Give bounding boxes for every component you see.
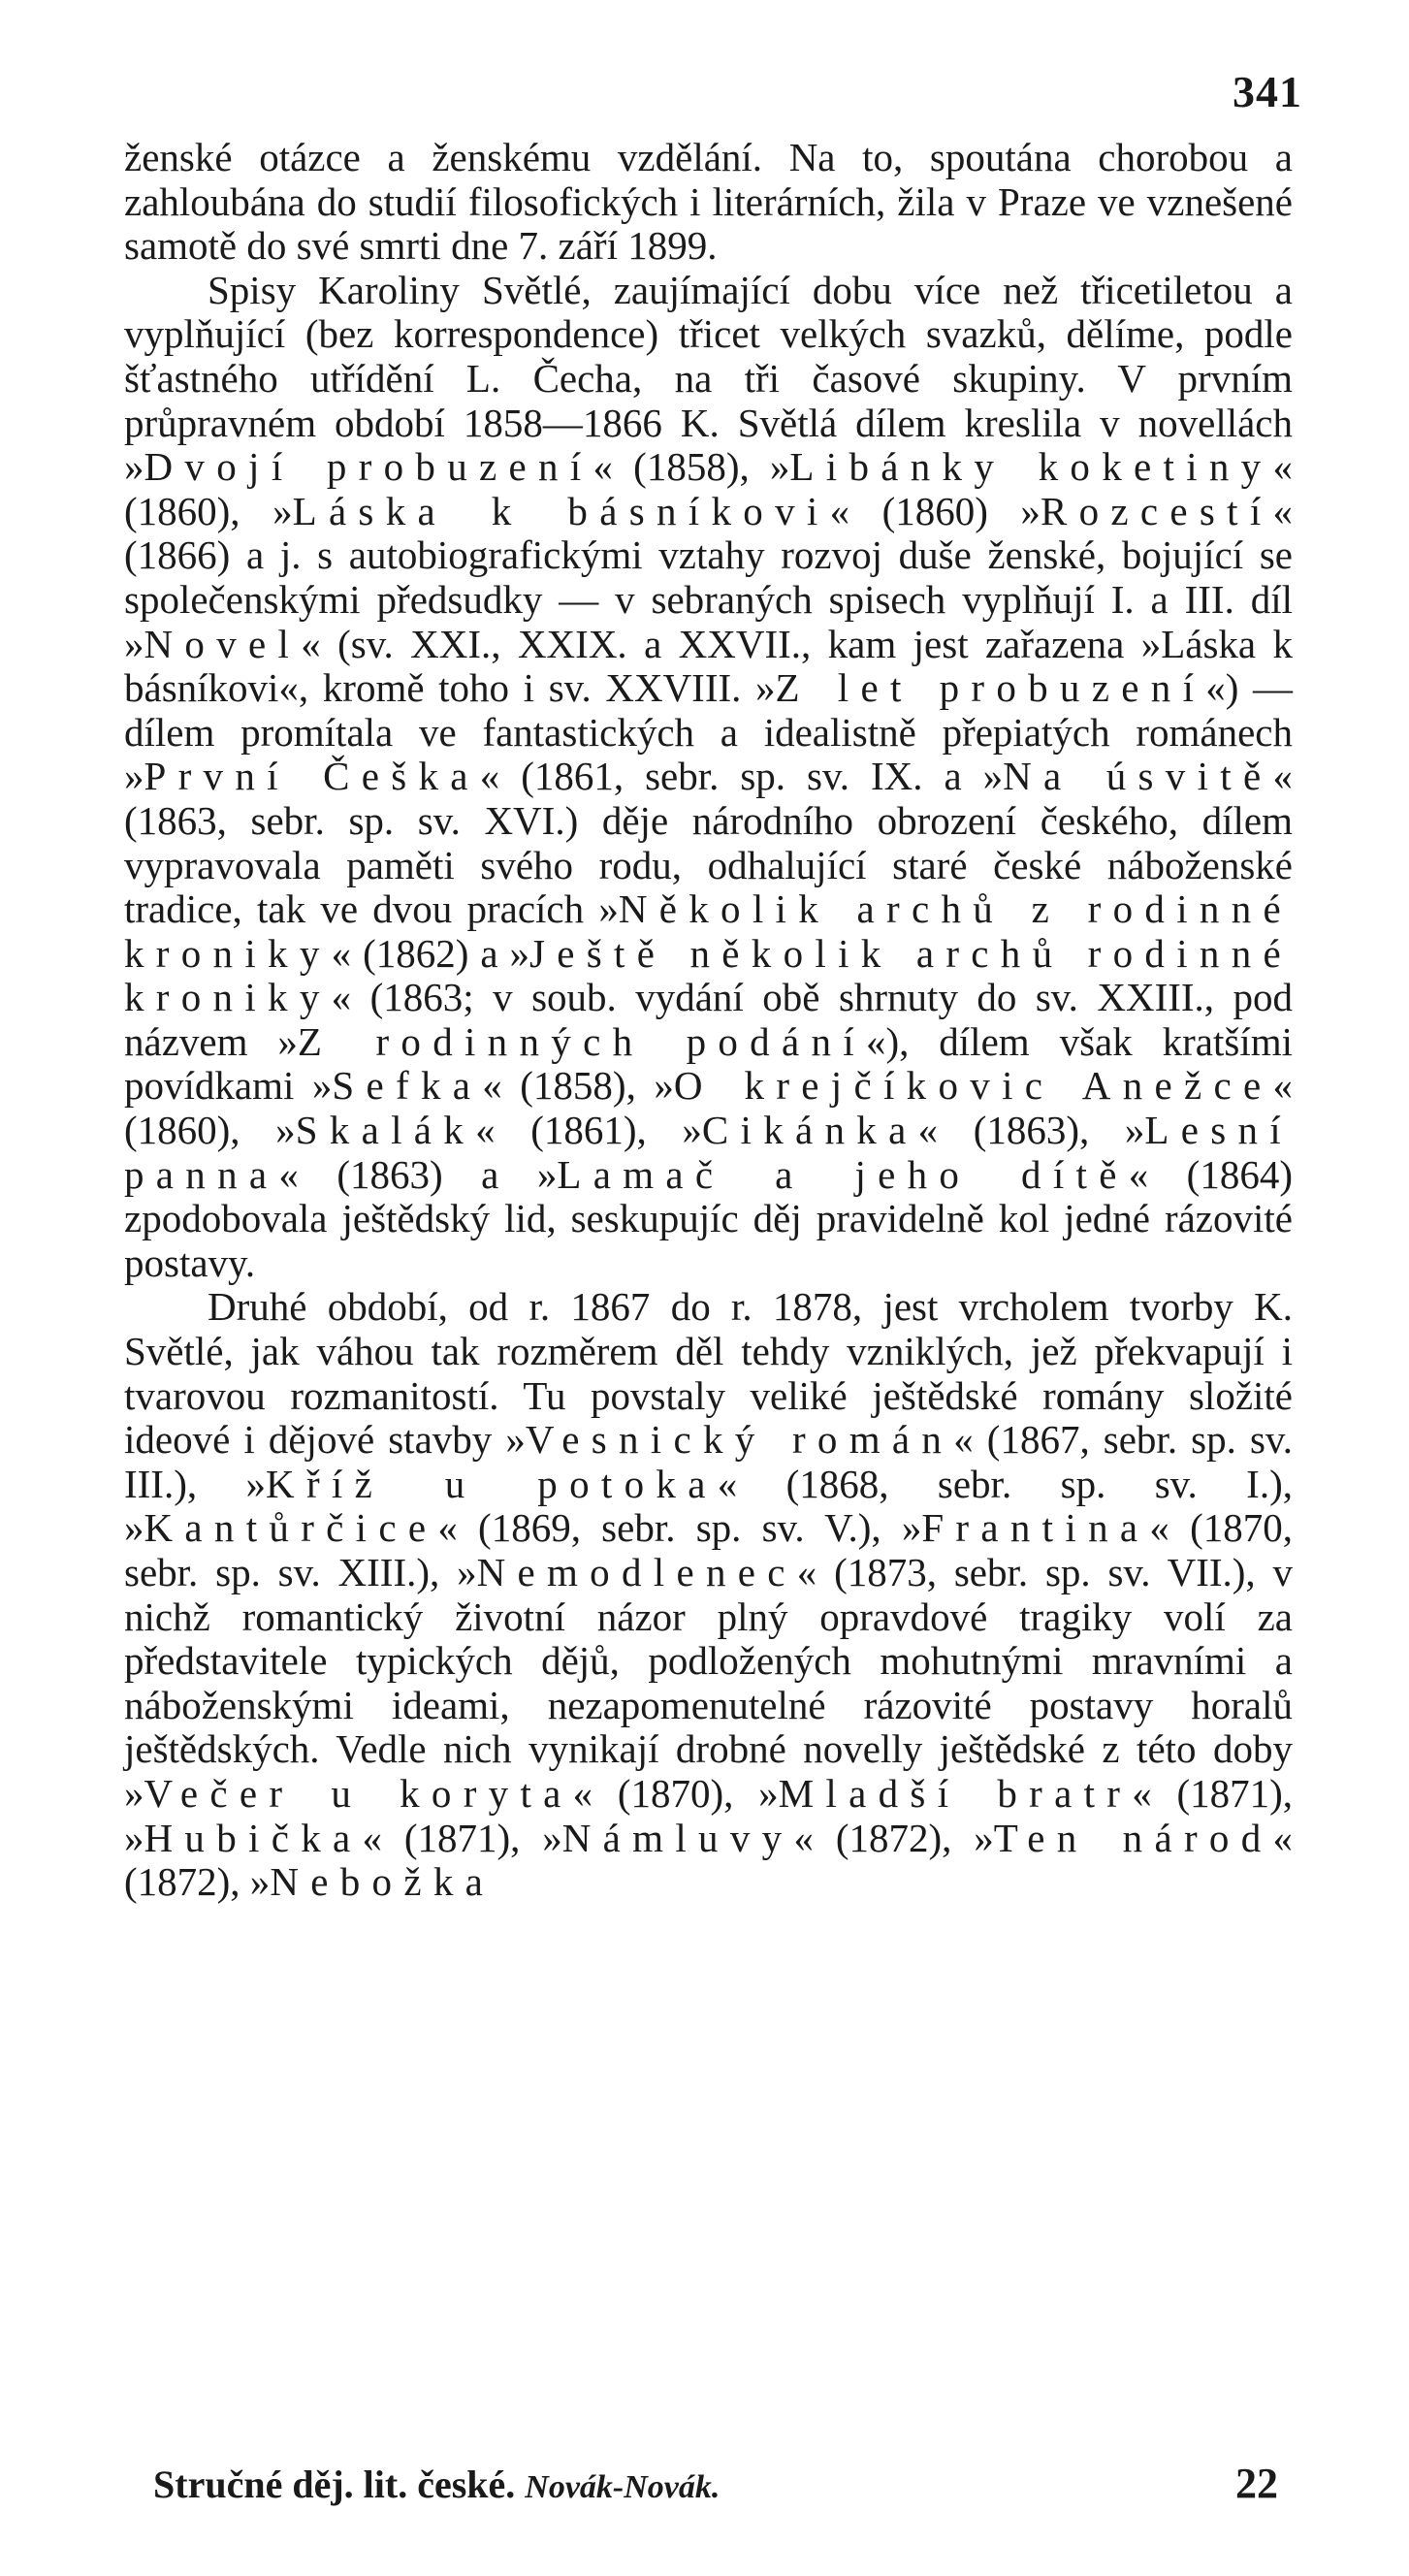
text-run: « (1862) a » [331,930,530,976]
text-run: «), dílem však kratšími povídkami » [124,1018,1293,1109]
text-run: ženské otázce a ženskému vzdělání. Na to, spoutána chorobou a zahloubána do studií filosofických i literárních, žila v Praze ve vznešené samotě do své smrti dne 7. září 1899. [124,135,1293,269]
text-run: « (1869, sebr. sp. sv. V.), » [437,1505,922,1551]
spaced-title: Libánky koketiny [789,444,1273,490]
spaced-title: Cikánka [701,1108,918,1153]
text-run: «) — dílem promítala ve fantastických a idealistně přepiatých románech » [124,665,1294,799]
spaced-title: Ještě několik archů rodinné kroniky [124,930,1293,1020]
spaced-title: Kantůrčice [144,1505,438,1551]
spaced-title: Kříž u potoka [266,1461,718,1506]
text-run: « (1863, sebr. sp. sv. XVI.) děje národního obrození českého, dílem vypravovala paměti svého rodu, odhalující staré české náboženské tradice, tak ve dvou pracích » [124,754,1293,932]
text-run: « (1858), » [482,1063,674,1109]
spaced-title: Z let probuzení [775,665,1206,711]
spaced-title: Nemodlenec [476,1550,797,1594]
spaced-title: Lesní panna [124,1108,1293,1197]
footer-sheet-number: 22 [1235,2460,1278,2507]
text-run: « (1867, sebr. sp. sv. III.), » [124,1417,1293,1506]
text-run: « (1870), » [572,1770,779,1816]
body-text [124,136,1293,1905]
page-number: 341 [1233,67,1302,116]
text-run: « (1863) a » [278,1151,558,1197]
text-run: « (1871), » [124,1770,1293,1860]
spaced-title: Dvojí probuzení [144,444,593,490]
spaced-title: Lamač a jeho dítě [557,1151,1129,1197]
spaced-title: Mladší bratr [778,1770,1133,1816]
text-run: « (1870, sebr. sp. sv. XIII.), » [124,1505,1293,1594]
text-run: « (1858), » [592,444,790,490]
spaced-title: Hubička [144,1815,363,1860]
text-run: « (1863), » [917,1108,1145,1153]
text-run: « (1872), » [793,1815,994,1860]
text-run: « (1860), » [124,1063,1294,1153]
text-run: « (1864) zpodobovala ještědský lid, seskupujíc děj pravidelně kol jedné rázovité postavy. [124,1151,1293,1285]
text-run: « (1861, sebr. sp. sv. IX. a » [479,754,1004,799]
spaced-title: Sefka [332,1063,483,1109]
spaced-title: O krejčíkovic Anežce [673,1063,1273,1109]
spaced-title: Večer u koryta [144,1770,573,1816]
text-run: « (1866) a j. s autobiografickými vztahy rozvoj duše ženské, bojující se společenskými předsudky — v sebraných spisech vyplňují I. a III. díl » [124,488,1294,666]
text-run: « (1860), » [124,444,1293,533]
spaced-title: Nebožka [270,1859,496,1905]
text-run: « (1863; v soub. vydání obě shrnuty do sv. XXIII., pod názvem » [124,975,1293,1064]
spaced-title: Z rodinných podání [297,1018,866,1064]
spaced-title: První Češka [144,754,480,799]
paragraph [124,1285,1293,1904]
spaced-title: Ten národ [993,1815,1273,1860]
paragraph [124,136,1293,269]
page-footer [153,2459,1278,2508]
spaced-title: Námluvy [561,1815,794,1860]
spaced-title: Novel [144,621,302,666]
footer-book-title [153,2462,720,2507]
spaced-title: Rozcestí [1040,488,1273,533]
text-run: « (1861), » [475,1108,702,1153]
text-run: « (1860) » [829,488,1041,533]
text-run: « (1873, sebr. sp. sv. VII.), v nichž romantický životní názor plný opravdové tragiky volí za představitele typických dějů, podložených mohutnými mravními a náboženskými ideami, nezapomenutelné rázovité postavy horalů ještědských. Vedle nich vynikají drobné novelly ještědské z této doby » [124,1550,1293,1816]
text-run: « (1868, sebr. sp. sv. I.), » [124,1461,1293,1551]
spaced-title: Skalák [295,1108,476,1153]
spaced-title: Na úsvitě [1003,754,1273,799]
text-run: « (1872), » [124,1815,1294,1905]
text-run: « (sv. XXI., XXIX. a XXVII., kam jest zařazena »Láska k básníkovi«, kromě toho i sv. XXVIII. » [124,621,1293,711]
text-run: « (1871), » [362,1815,562,1860]
spaced-title: Frantina [921,1505,1150,1551]
text-run: Druhé období, od r. 1867 do r. 1878, jest vrcholem tvorby K. Světlé, jak váhou tak rozměrem děl tehdy vzniklých, jež překvapují i tvarovou rozmanitostí. Tu povstaly veliké ještědské romány složité ideové i dějové stavby » [124,1284,1293,1463]
paragraph [124,269,1293,1286]
footer-title: Stručné děj. lit. české. [153,2463,516,2506]
footer-authors: Novák-Novák. [525,2469,721,2505]
spaced-title: Láska k básníkovi [292,488,830,533]
spaced-title: Několik archů z rodinné kroniky [124,886,1294,976]
text-run: Spisy Karoliny Světlé, zaujímající dobu více než třicetiletou a vyplňující (bez korrespondence) třicet velkých svazků, dělíme, podle šťastného utřídění L. Čecha, na tři časové skupiny. V prvním průpravném období 1858—1866 K. Světlá dílem kreslila v novellách » [124,267,1293,490]
spaced-title: Vesnický román [525,1417,954,1463]
